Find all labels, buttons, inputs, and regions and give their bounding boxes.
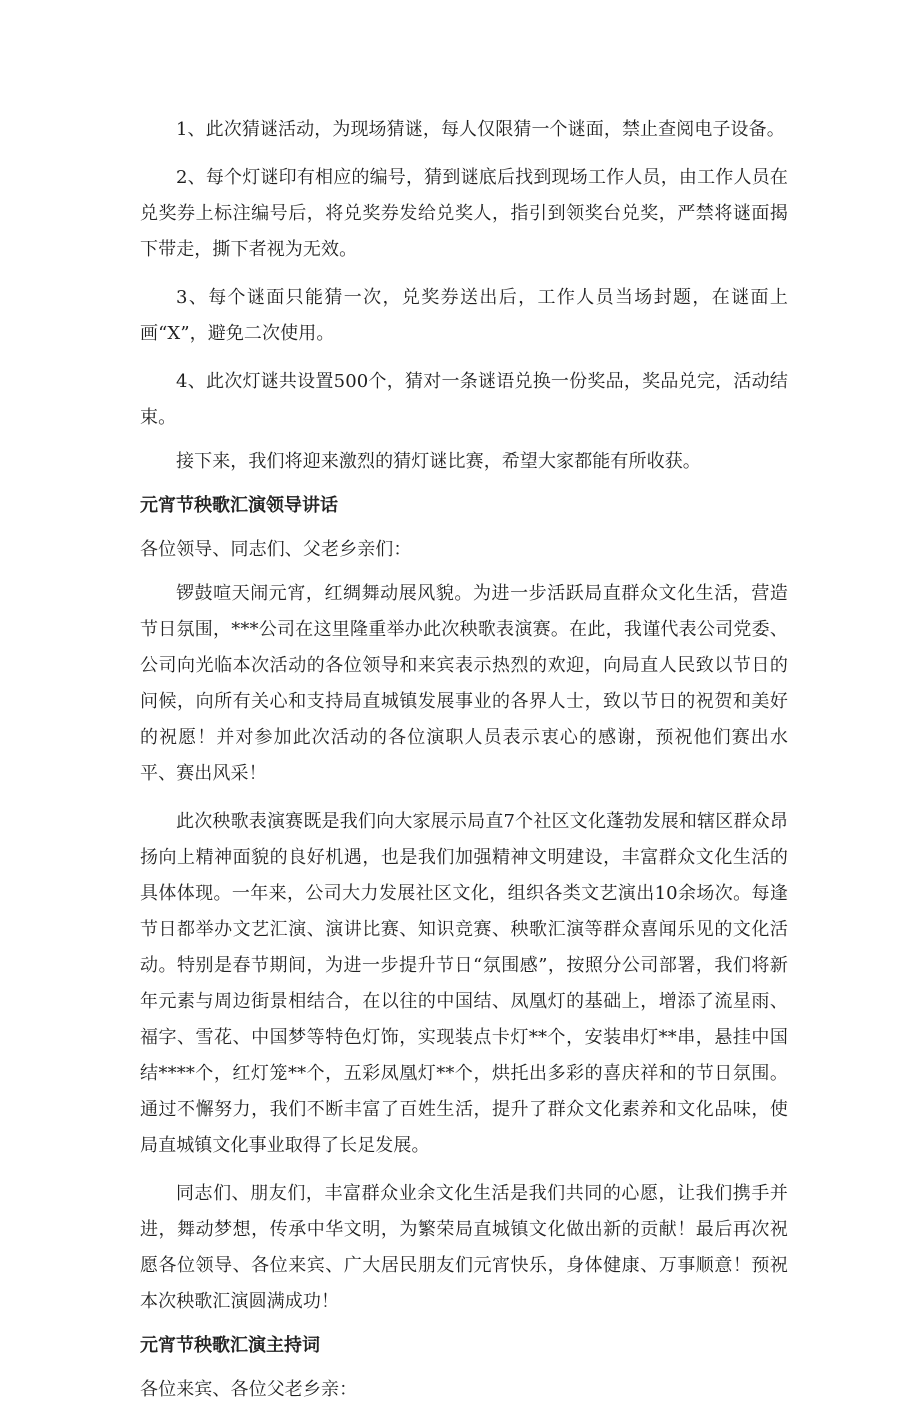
closing-line: 接下来，我们将迎来激烈的猜灯谜比赛，希望大家都能有所收获。	[176, 451, 701, 472]
host-greeting: 各位来宾、各位父老乡亲：	[140, 1379, 358, 1400]
rule-4: 4、此次灯谜共设置500个，猜对一条谜语兑换一份奖品，奖品兑完，活动结束。	[140, 371, 788, 428]
speech-paragraph-1: 锣鼓喧天闹元宵，红绸舞动展风貌。为进一步活跃局直群众文化生活，营造节日氛围，***公司在这里隆重举办此次秧歌表演赛。在此，我谨代表公司党委、公司向光临本次活动的各位领导和来宾表示热烈的欢迎，向局直人民致以节日的问候，向所有关心和支持局直城镇发展事业的各界人士，致以节日的祝贺和美好的祝愿！并对参加此次活动的各位演职人员表示衷心的感谢，预祝他们赛出水平、赛出风采！	[140, 583, 788, 784]
host-title: 元宵节秧歌汇演主持词	[140, 1335, 320, 1356]
speech-greeting: 各位领导、同志们、父老乡亲们：	[140, 539, 412, 560]
rule-3: 3、每个谜面只能猜一次，兑奖券送出后，工作人员当场封题，在谜面上画“X”，避免二次使用。	[140, 287, 788, 344]
document-body	[140, 112, 788, 1408]
speech-title: 元宵节秧歌汇演领导讲话	[140, 495, 338, 516]
rule-2: 2、每个灯谜印有相应的编号，猜到谜底后找到现场工作人员，由工作人员在兑奖券上标注编号后，将兑奖券发给兑奖人，指引到领奖台兑奖，严禁将谜面揭下带走，撕下者视为无效。	[140, 167, 788, 260]
rule-1: 1、此次猜谜活动，为现场猜谜，每人仅限猜一个谜面，禁止查阅电子设备。	[176, 119, 785, 140]
speech-paragraph-2: 此次秧歌表演赛既是我们向大家展示局直7个社区文化蓬勃发展和辖区群众昂扬向上精神面貌的良好机遇，也是我们加强精神文明建设，丰富群众文化生活的具体体现。一年来，公司大力发展社区文化，组织各类文艺演出10余场次。每逢节日都举办文艺汇演、演讲比赛、知识竞赛、秧歌汇演等群众喜闻乐见的文化活动。特别是春节期间，为进一步提升节日“氛围感”，按照分公司部署，我们将新年元素与周边街景相结合，在以往的中国结、凤凰灯的基础上，增添了流星雨、福字、雪花、中国梦等特色灯饰，实现装点卡灯**个，安装串灯**串，悬挂中国结****个，红灯笼**个，五彩凤凰灯**个，烘托出多彩的喜庆祥和的节日氛围。通过不懈努力，我们不断丰富了百姓生活，提升了群众文化素养和文化品味，使局直城镇文化事业取得了长足发展。	[140, 811, 788, 1156]
speech-paragraph-3: 同志们、朋友们，丰富群众业余文化生活是我们共同的心愿，让我们携手并进，舞动梦想，传承中华文明，为繁荣局直城镇文化做出新的贡献！最后再次祝愿各位领导、各位来宾、广大居民朋友们元宵快乐，身体健康、万事顺意！预祝本次秧歌汇演圆满成功！	[140, 1183, 788, 1312]
